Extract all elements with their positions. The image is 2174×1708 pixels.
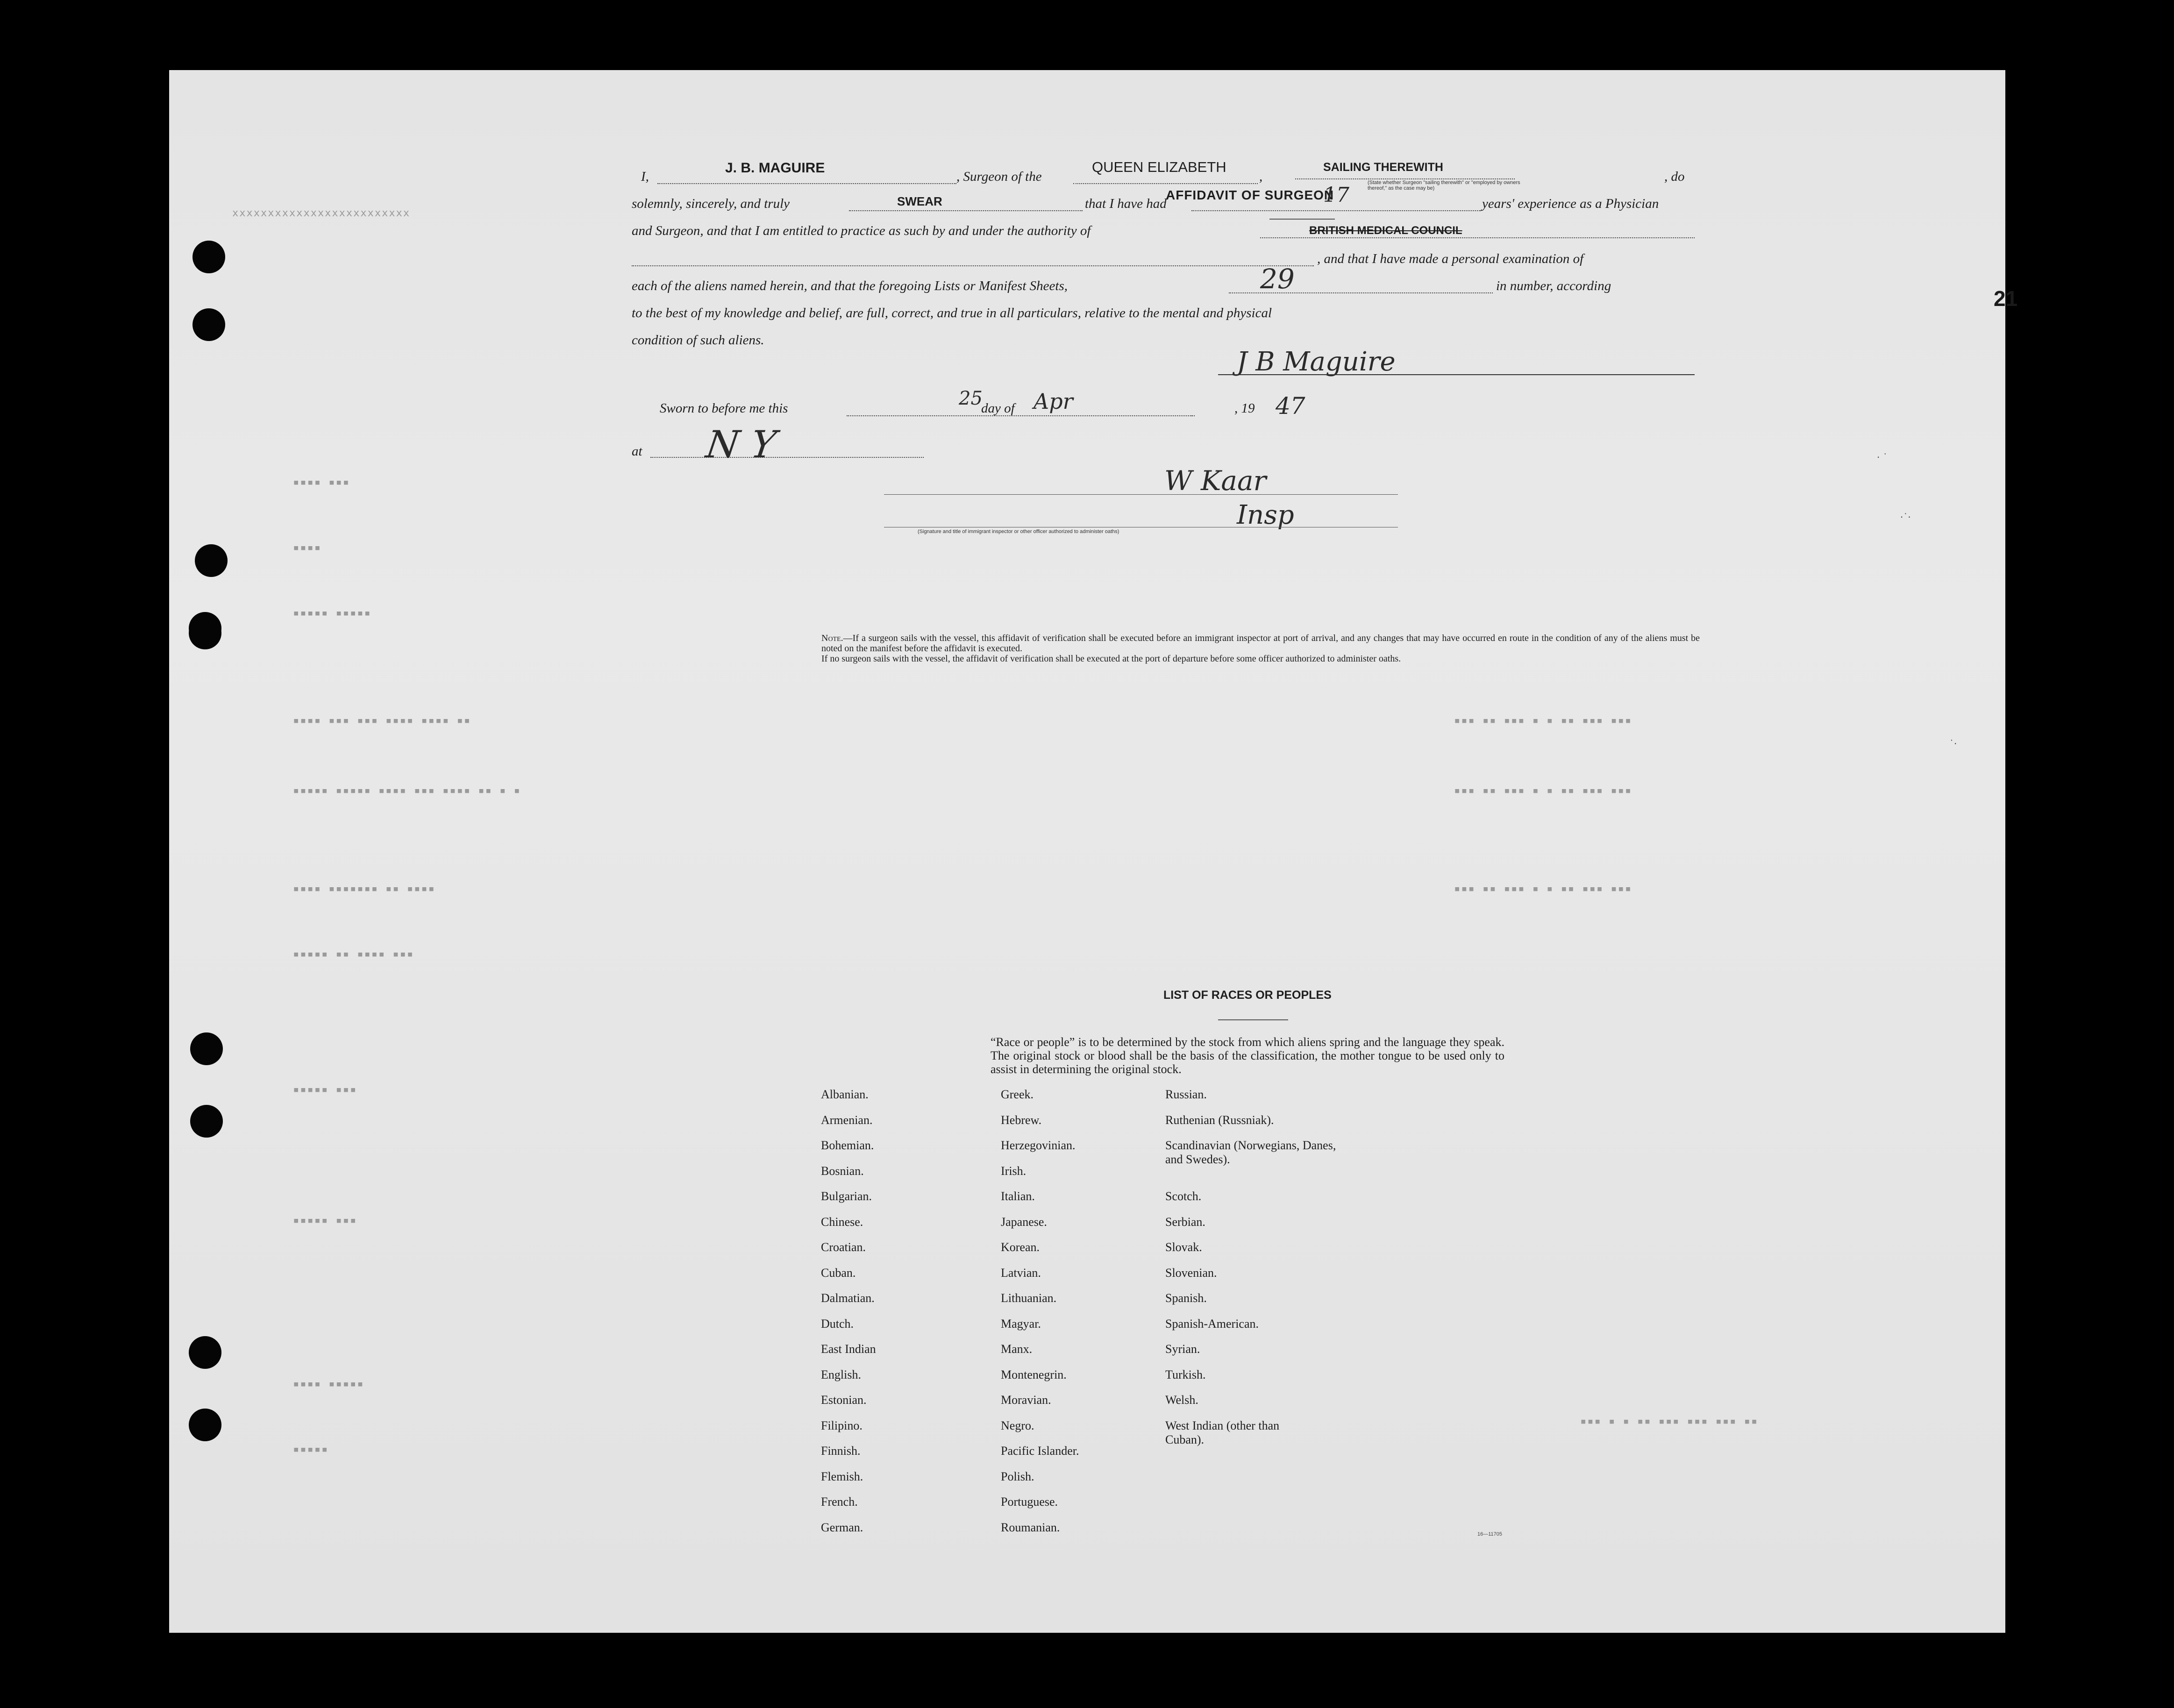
race-item: Filipino. (821, 1418, 862, 1432)
races-title-underline (1218, 1019, 1288, 1020)
day-number-value: 25 (959, 388, 983, 409)
bleed-through-texture: ▪▪▪▪ ▪▪▪ ▪▪▪ ▪▪▪▪ ▪▪▪▪ ▪▪ (293, 715, 471, 726)
bleed-through-texture: ▪▪▪▪ ▪▪▪▪▪ (293, 1378, 364, 1390)
race-item: Roumanian. (1001, 1520, 1060, 1534)
race-item: West Indian (other than Cuban). (1165, 1418, 1280, 1446)
vessel-value: QUEEN ELIZABETH (1092, 159, 1226, 175)
race-item: Latvian. (1001, 1266, 1041, 1280)
affidavit-title: AFFIDAVIT OF SURGEON (1166, 188, 1334, 202)
bleed-through-texture: ▪▪▪▪▪ ▪▪▪ (293, 1215, 357, 1226)
race-item: English. (821, 1367, 861, 1381)
race-item: Irish. (1001, 1164, 1026, 1178)
bleed-through-texture: ▪▪▪ ▪▪ ▪▪▪ ▪ ▪ ▪▪ ▪▪▪ ▪▪▪ (1454, 785, 1632, 797)
surgeon-name-blank (657, 182, 956, 184)
bleed-through-texture: ▪▪▪▪▪ ▪▪▪ (293, 1084, 357, 1096)
race-item: Slovenian. (1165, 1266, 1217, 1280)
note-text-2: If no surgeon sails with the vessel, the affidavit of verification shall be executed at the port of departure before some officer authorized to administer oaths. (821, 654, 1401, 664)
each-alien-label: each of the aliens named herein, and that the foregoing Lists or Manifest Sheets, (632, 278, 1068, 293)
word-i: I, (641, 169, 649, 184)
race-item: Bosnian. (821, 1164, 864, 1178)
race-item: Syrian. (1165, 1342, 1200, 1356)
races-title: LIST OF RACES OR PEOPLES (1163, 989, 1332, 1002)
and-surgeon-label: and Surgeon, and that I am entitled to practice as such by and under the authority of (632, 223, 1091, 238)
race-item: Slovak. (1165, 1240, 1202, 1254)
race-item: Albanian. (821, 1088, 869, 1101)
document-page (169, 70, 2018, 1633)
surgeon-signature: J B Maguire (1237, 347, 1396, 377)
month-value: Apr (1034, 389, 1073, 414)
bleed-through-texture: ▪▪▪▪▪ ▪▪ ▪▪▪▪ ▪▪▪ (293, 948, 414, 960)
punch-hole (190, 1032, 223, 1065)
race-item: Flemish. (821, 1469, 863, 1483)
years-experience-label: years' experience as a Physician (1482, 196, 1659, 211)
sailing-status-value: SAILING THEREWITH (1323, 161, 1443, 174)
bleed-through-texture: ▪▪▪ ▪▪ ▪▪▪ ▪ ▪ ▪▪ ▪▪▪ ▪▪▪ (1454, 715, 1632, 726)
title-underline (1269, 219, 1335, 220)
race-item: Polish. (1001, 1469, 1034, 1483)
race-item: Croatian. (821, 1240, 866, 1254)
bleed-through-texture: ▪▪▪▪▪ (293, 1444, 329, 1455)
races-column-1 (821, 1088, 876, 1546)
punch-hole (190, 1105, 223, 1138)
place-signature: N Y (703, 423, 779, 466)
ink-speck: ˙· (1949, 738, 1957, 749)
race-item: Moravian. (1001, 1393, 1051, 1407)
race-item: Dalmatian. (821, 1291, 875, 1305)
race-item: Pacific Islander. (1001, 1444, 1079, 1458)
bleed-through-texture: ▪▪▪ ▪ ▪ ▪▪ ▪▪▪ ▪▪▪ ▪▪▪ ▪▪ (1580, 1416, 1759, 1427)
race-item: Magyar. (1001, 1317, 1041, 1331)
race-item: Lithuanian. (1001, 1291, 1057, 1305)
that-i-have-had-label: that I have had (1085, 196, 1167, 211)
races-intro: “Race or people” is to be determined by the stock from which aliens spring and the language they speak. The original stock or blood shall be the basis of the classification, the mother tongue to be used only to assist in determining the original stock. (991, 1035, 1504, 1076)
authority-continued-blank (632, 264, 1314, 266)
personal-exam-label: , and that I have made a personal examination of (1317, 251, 1584, 266)
race-item: Spanish. (1165, 1291, 1207, 1305)
knowledge-label: to the best of my knowledge and belief, are full, correct, and true in all particulars, relative to the mental and physical (632, 306, 1272, 320)
race-item: Hebrew. (1001, 1113, 1042, 1127)
punch-hole (189, 1336, 221, 1369)
sworn-label: Sworn to before me this (660, 401, 788, 416)
race-item: Turkish. (1165, 1367, 1206, 1381)
oath-value: SWEAR (897, 194, 942, 208)
year-value: 47 (1276, 392, 1305, 420)
ink-speck: ·˙· (1900, 512, 1911, 523)
race-item: Japanese. (1001, 1215, 1047, 1229)
punch-hole (189, 617, 221, 649)
race-item: Bulgarian. (821, 1189, 872, 1203)
bleed-through-texture: ▪▪▪▪ ▪▪▪▪▪▪▪ ▪▪ ▪▪▪▪ (293, 883, 435, 895)
comma: , (1259, 169, 1263, 184)
race-item: Chinese. (821, 1215, 863, 1229)
bleed-through-texture: ▪▪▪▪▪ ▪▪▪▪▪ ▪▪▪▪ ▪▪▪ ▪▪▪▪ ▪▪ ▪ ▪ (293, 785, 521, 797)
race-item: Bohemian. (821, 1139, 874, 1152)
note-label: Note. (821, 633, 843, 643)
solemnly-label: solemnly, sincerely, and truly (632, 196, 790, 211)
surgeon-signature-line (1218, 373, 1695, 375)
races-column-2 (1001, 1088, 1079, 1546)
race-item: Dutch. (821, 1317, 854, 1331)
vessel-blank (1073, 182, 1258, 184)
race-item: Greek. (1001, 1088, 1034, 1101)
years-blank (1191, 209, 1481, 211)
officer-caption: (Signature and title of immigrant inspector or other officer authorized to administer oaths) (918, 529, 1119, 534)
do-label: , do (1664, 169, 1685, 184)
bleed-through-texture: ▪▪▪▪ (293, 542, 321, 554)
race-item: Finnish. (821, 1444, 861, 1458)
bleed-through-texture: xxxxxxxxxxxxxxxxxxxxxxxxx (232, 207, 411, 219)
race-item: Welsh. (1165, 1393, 1198, 1407)
race-item: French. (821, 1495, 858, 1509)
punch-hole (192, 308, 225, 341)
ink-speck: · ˙ (1877, 452, 1888, 463)
form-code: 16—11705 (1477, 1531, 1503, 1537)
surgeon-of-the-label: , Surgeon of the (956, 169, 1042, 184)
bleed-through-texture: ▪▪▪▪ ▪▪▪ (293, 477, 350, 488)
race-item: Manx. (1001, 1342, 1033, 1356)
place-blank (650, 456, 924, 458)
note-paragraph (821, 633, 1700, 664)
punch-hole (189, 1409, 221, 1441)
race-item: Armenian. (821, 1113, 873, 1127)
punch-hole (192, 241, 225, 273)
condition-label: condition of such aliens. (632, 333, 764, 348)
oath-blank (849, 209, 1083, 211)
race-item: Korean. (1001, 1240, 1040, 1254)
race-item: Estonian. (821, 1393, 867, 1407)
race-item: Montenegrin. (1001, 1367, 1067, 1381)
officer-signature-line-1 (884, 493, 1398, 495)
race-item: Spanish-American. (1165, 1317, 1259, 1331)
sheet-count-value: 29 (1260, 263, 1295, 295)
race-item: Serbian. (1165, 1215, 1205, 1229)
officer-signature: W Kaar (1164, 465, 1267, 497)
year-prefix-label: , 19 (1234, 401, 1255, 416)
bleed-through-texture: ▪▪▪▪▪ ▪▪▪▪▪ (293, 607, 371, 619)
officer-title-signature: Insp (1237, 500, 1294, 530)
race-item: Russian. (1165, 1088, 1207, 1101)
race-item: German. (821, 1520, 863, 1534)
race-item: Cuban. (821, 1266, 856, 1280)
day-of-label: day of (981, 401, 1015, 416)
punch-hole (195, 544, 228, 577)
officer-signature-line-2 (884, 526, 1398, 527)
race-item: Negro. (1001, 1418, 1034, 1432)
race-item: Herzegovinian. (1001, 1139, 1076, 1152)
sailing-status-note: (State whether Surgeon "sailing therewith" or "employed by owners thereof," as the case may be) (1368, 180, 1520, 191)
note-text-1: —If a surgeon sails with the vessel, this affidavit of verification shall be executed before an immigrant inspector at port of arrival, and any changes that may have occurred en route in the condition of any of the aliens must be noted on the manifest before the affidavit is executed. (821, 633, 1700, 654)
race-item: Scandinavian (Norwegians, Danes, and Swedes). (1165, 1139, 1336, 1166)
in-number-label: in number, according (1496, 278, 1611, 293)
authority-value: BRITISH MEDICAL COUNCIL (1309, 224, 1462, 237)
race-item: Portuguese. (1001, 1495, 1058, 1509)
race-item: Ruthenian (Russniak). (1165, 1113, 1274, 1127)
race-item: Italian. (1001, 1189, 1035, 1203)
month-blank (1031, 414, 1195, 416)
surgeon-name-value: J. B. MAGUIRE (725, 160, 825, 176)
at-label: at (632, 444, 642, 459)
sailing-status-blank (1295, 178, 1515, 179)
bleed-through-texture: ▪▪▪ ▪▪ ▪▪▪ ▪ ▪ ▪▪ ▪▪▪ ▪▪▪ (1454, 883, 1632, 895)
races-column-3 (1165, 1088, 1352, 1444)
race-item: Scotch. (1165, 1189, 1202, 1203)
page-number: 21 (1994, 286, 2018, 311)
race-item: East Indian (821, 1342, 876, 1356)
years-value: 17 (1323, 183, 1349, 207)
